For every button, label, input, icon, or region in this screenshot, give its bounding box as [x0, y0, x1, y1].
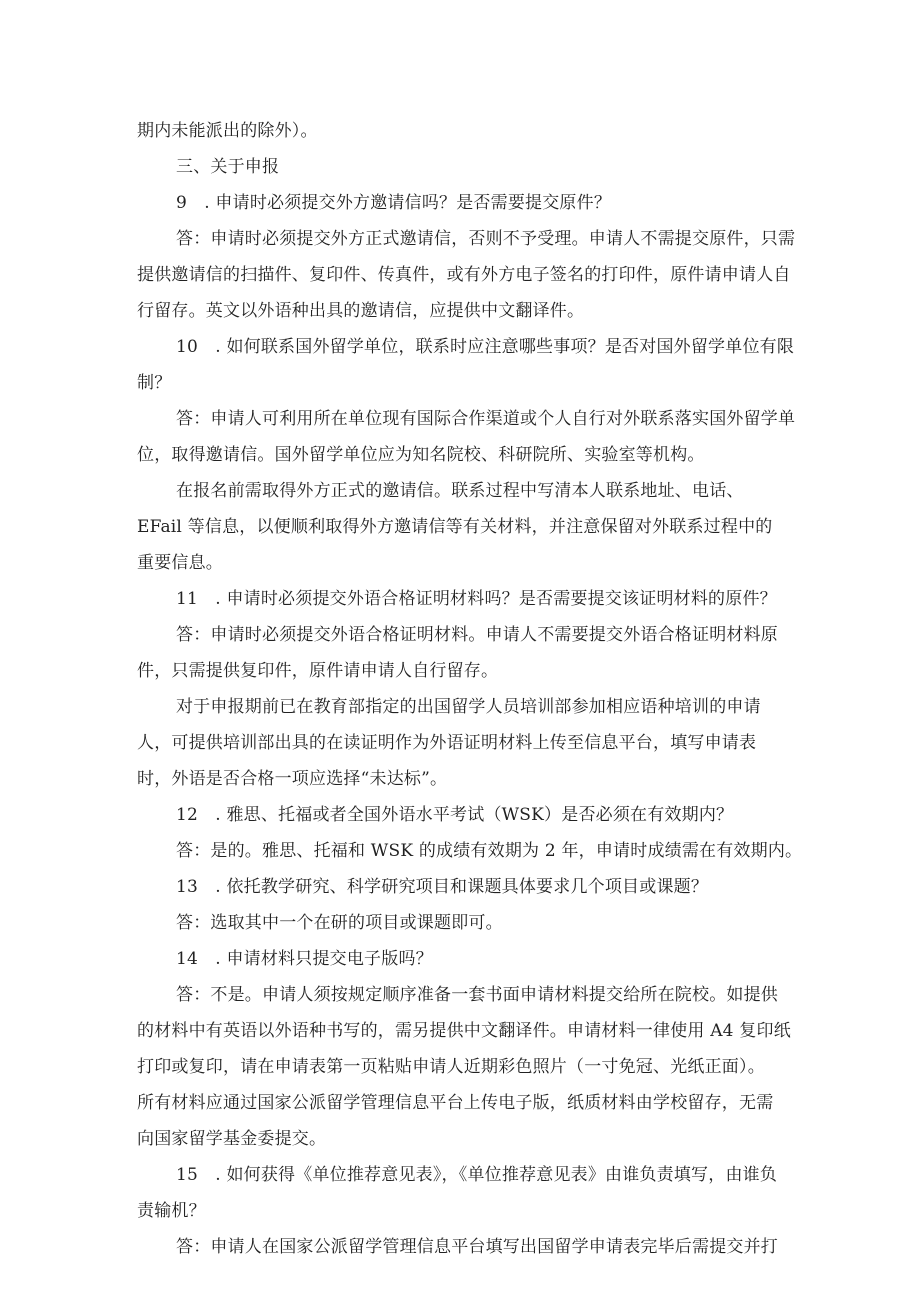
answer-line: 答：选取其中一个在研的项目或课题即可。	[176, 913, 503, 933]
text-line: 的材料中有英语以外语种书写的，需另提供中文翻译件。申请材料一律使用 A4 复印纸	[137, 1021, 791, 1041]
question-line: 13 . 依托教学研究、科学研究项目和课题具体要求几个项目或课题？	[176, 877, 709, 897]
answer-line: 答：是的。雅思、托福和 WSK 的成绩有效期为 2 年，申请时成绩需在有效期内。	[176, 841, 803, 861]
answer-line: 答：申请人可利用所在单位现有国际合作渠道或个人自行对外联系落实国外留学单	[176, 409, 796, 429]
question-line: 12 . 雅思、托福或者全国外语水平考试（WSK）是否必须在有效期内？	[176, 805, 734, 825]
question-line: 14 . 申请材料只提交电子版吗？	[176, 949, 433, 969]
text-line: 打印或复印，请在申请表第一页粘贴申请人近期彩色照片（一寸免冠、光纸正面）。	[137, 1057, 765, 1077]
answer-line: 答：申请时必须提交外方正式邀请信，否则不予受理。申请人不需提交原件，只需	[176, 229, 796, 249]
answer-line: 答：申请人在国家公派留学管理信息平台填写出国留学申请表完毕后需提交并打	[176, 1237, 778, 1257]
question-line: 9 . 申请时必须提交外方邀请信吗？是否需要提交原件？	[176, 193, 612, 213]
text-line: 制？	[137, 373, 172, 393]
text-line: EFail 等信息，以便顺利取得外方邀请信等有关材料，并注意保留对外联系过程中的	[137, 517, 773, 537]
text-line: 责输机？	[137, 1201, 206, 1221]
answer-line: 答：申请时必须提交外语合格证明材料。申请人不需要提交外语合格证明材料原	[176, 625, 778, 645]
text-line: 所有材料应通过国家公派留学管理信息平台上传电子版，纸质材料由学校留存，无需	[137, 1093, 774, 1113]
question-line: 11 . 申请时必须提交外语合格证明材料吗？是否需要提交该证明材料的原件？	[176, 589, 777, 609]
text-line: 件，只需提供复印件，原件请申请人自行留存。	[137, 661, 499, 681]
question-line: 10 . 如何联系国外留学单位，联系时应注意哪些事项？是否对国外留学单位有限	[176, 337, 795, 357]
section-heading: 三、关于申报	[176, 157, 280, 177]
text-line: 人，可提供培训部出具的在读证明作为外语证明材料上传至信息平台，填写申请表	[137, 733, 757, 753]
answer-line: 答：不是。申请人须按规定顺序准备一套书面申请材料提交给所在院校。如提供	[176, 985, 778, 1005]
text-line: 向国家留学基金委提交。	[137, 1129, 327, 1149]
text-line: 位，取得邀请信。国外留学单位应为知名院校、科研院所、实验室等机构。	[137, 445, 705, 465]
text-line: 时，外语是否合格一项应选择“未达标”。	[137, 769, 448, 789]
text-line: 重要信息。	[137, 553, 223, 573]
text-line: 在报名前需取得外方正式的邀请信。联系过程中写清本人联系地址、电话、	[176, 481, 744, 501]
text-line: 对于申报期前已在教育部指定的出国留学人员培训部参加相应语种培训的申请	[176, 697, 761, 717]
question-line: 15 . 如何获得《单位推荐意见表》，《单位推荐意见表》由谁负责填写，由谁负	[176, 1165, 778, 1185]
text-line: 期内未能派出的除外）。	[137, 121, 318, 141]
text-line: 行留存。英文以外语种出具的邀请信，应提供中文翻译件。	[137, 301, 585, 321]
text-line: 提供邀请信的扫描件、复印件、传真件，或有外方电子签名的打印件，原件请申请人自	[137, 265, 791, 285]
